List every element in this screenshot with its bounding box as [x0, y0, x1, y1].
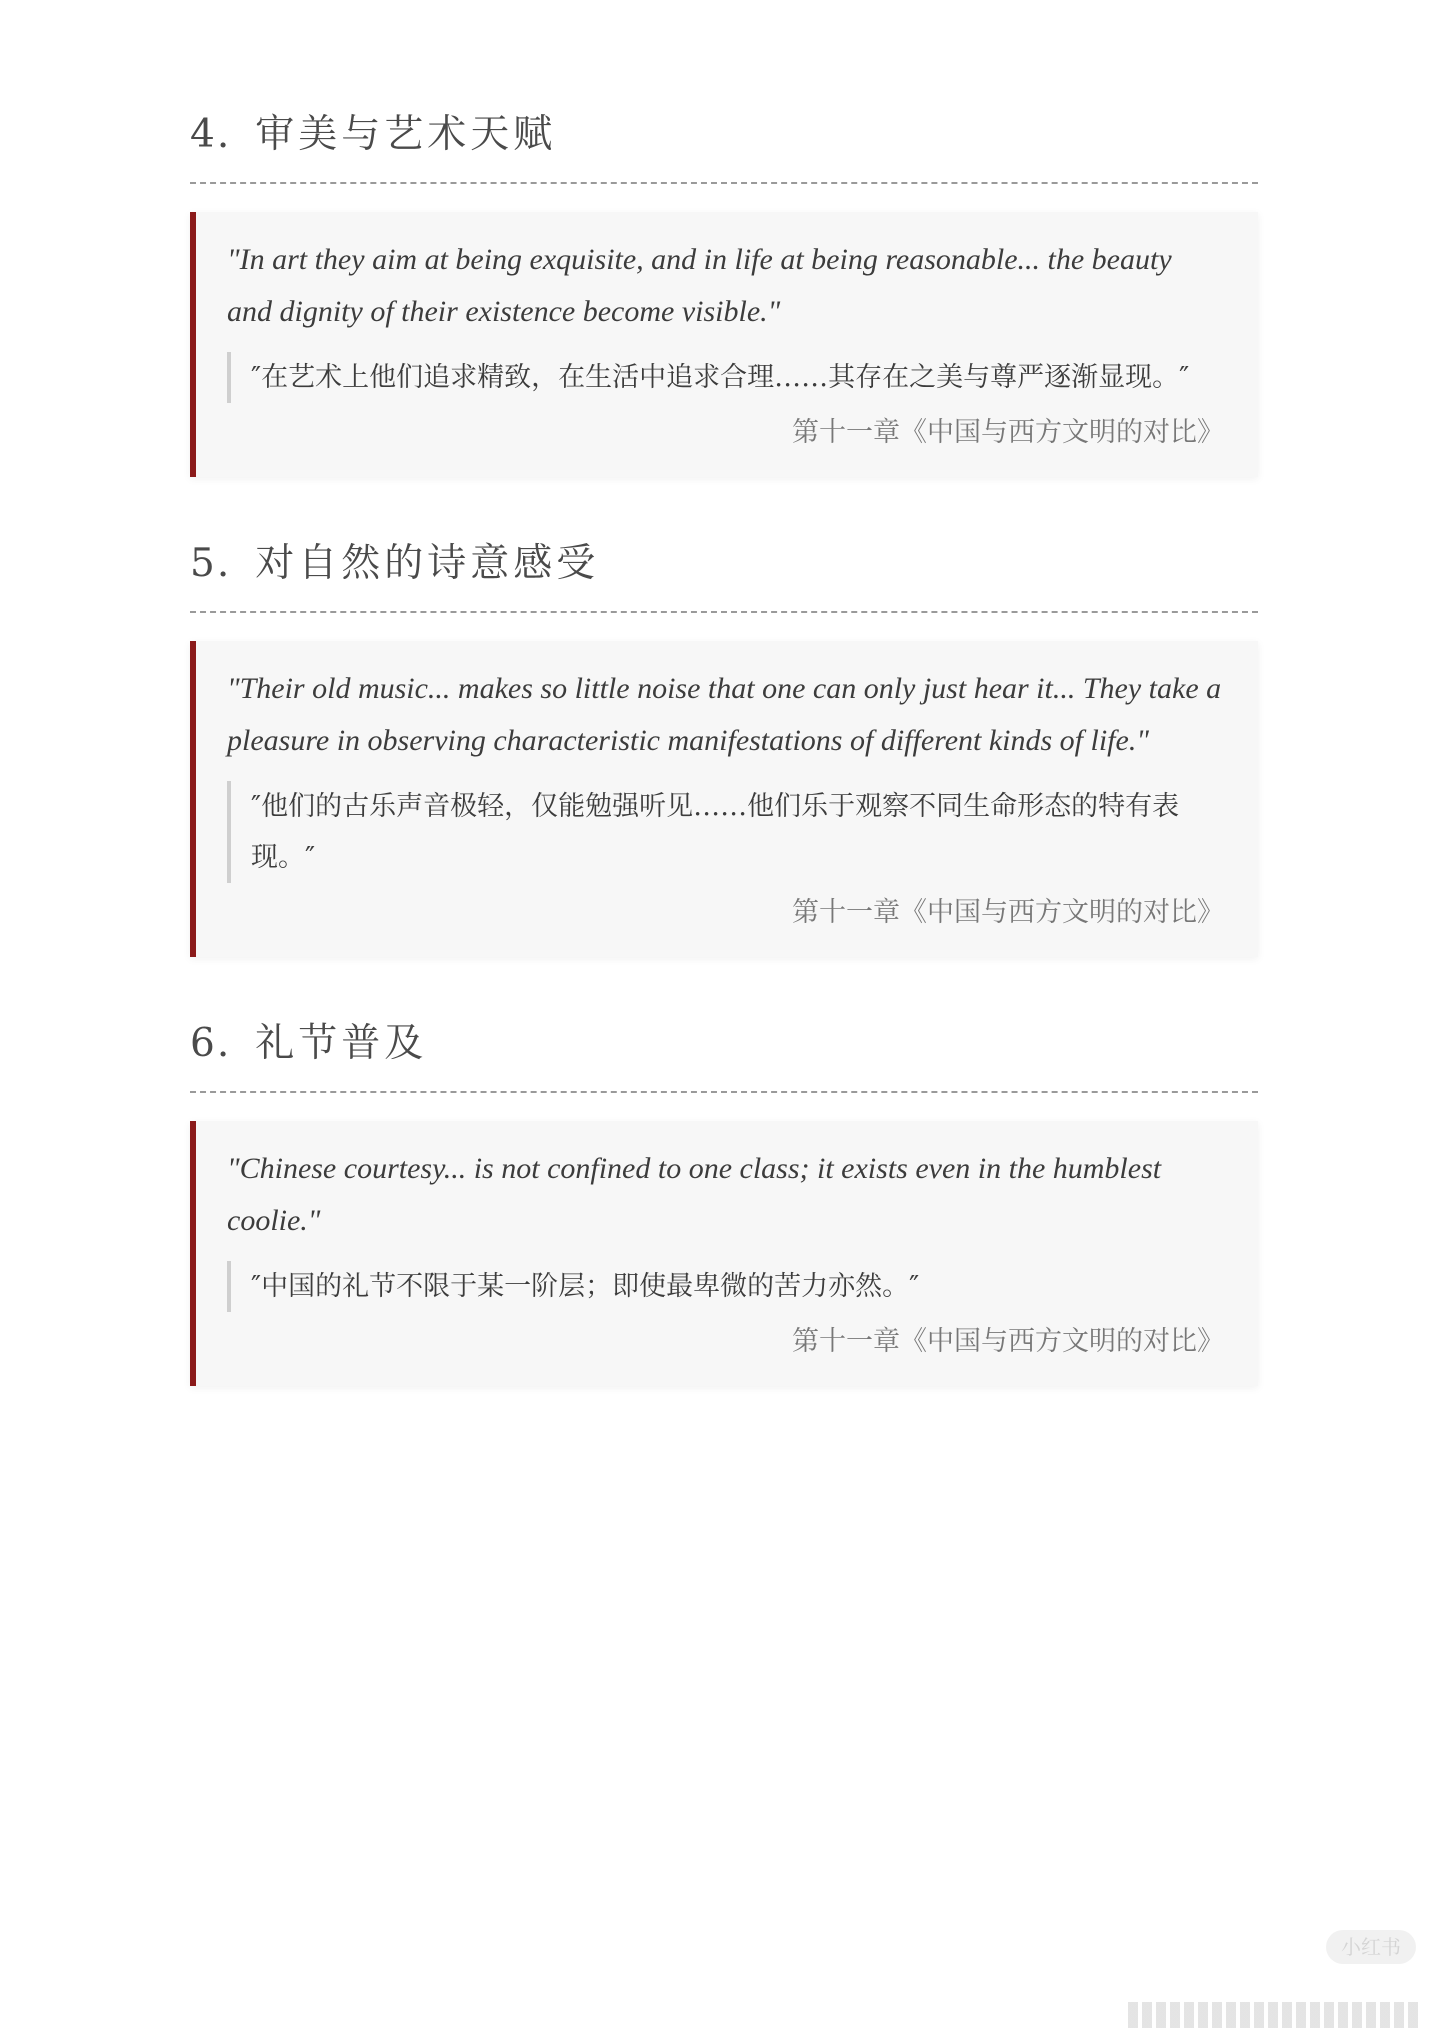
- section-title: 审美与艺术天赋: [255, 112, 557, 157]
- section-heading: [190, 110, 1258, 184]
- quote-english: "Chinese courtesy... is not confined to one class; it exists even in the humblest coolie.": [227, 1152, 1162, 1237]
- watermark-logo: 小红书: [1326, 1930, 1416, 1964]
- section-number: 6.: [190, 1021, 232, 1066]
- quote-english: "Their old music... makes so little noise that one can only just hear it... They take a pleasure in observing characteristic manifestations of different kinds of life.": [227, 672, 1222, 757]
- quote-source: 第十一章《中国与西方文明的对比》: [792, 417, 1224, 448]
- quote-chinese: ″在艺术上他们追求精致，在生活中追求合理……其存在之美与尊严逐渐显现。″: [227, 352, 1224, 403]
- quote-card: [190, 1121, 1258, 1386]
- quote-card: [190, 212, 1258, 477]
- section-nature: [190, 539, 1258, 957]
- section-aesthetics: [190, 110, 1258, 477]
- quote-source: 第十一章《中国与西方文明的对比》: [792, 1326, 1224, 1357]
- section-title: 礼节普及: [255, 1021, 428, 1066]
- quote-card: [190, 641, 1258, 957]
- decorative-bar: [1128, 2002, 1418, 2028]
- section-title: 对自然的诗意感受: [255, 541, 600, 586]
- article-page: [190, 0, 1258, 1386]
- quote-chinese: ″他们的古乐声音极轻，仅能勉强听见……他们乐于观察不同生命形态的特有表现。″: [227, 781, 1224, 883]
- section-number: 4.: [190, 112, 232, 157]
- quote-source: 第十一章《中国与西方文明的对比》: [792, 897, 1224, 928]
- section-number: 5.: [190, 541, 232, 586]
- section-heading: [190, 1019, 1258, 1093]
- quote-english: "In art they aim at being exquisite, and in life at being reasonable... the beauty and dignity of their existence become visible.": [227, 243, 1172, 328]
- section-courtesy: [190, 1019, 1258, 1386]
- quote-chinese: ″中国的礼节不限于某一阶层；即使最卑微的苦力亦然。″: [227, 1261, 1224, 1312]
- section-heading: [190, 539, 1258, 613]
